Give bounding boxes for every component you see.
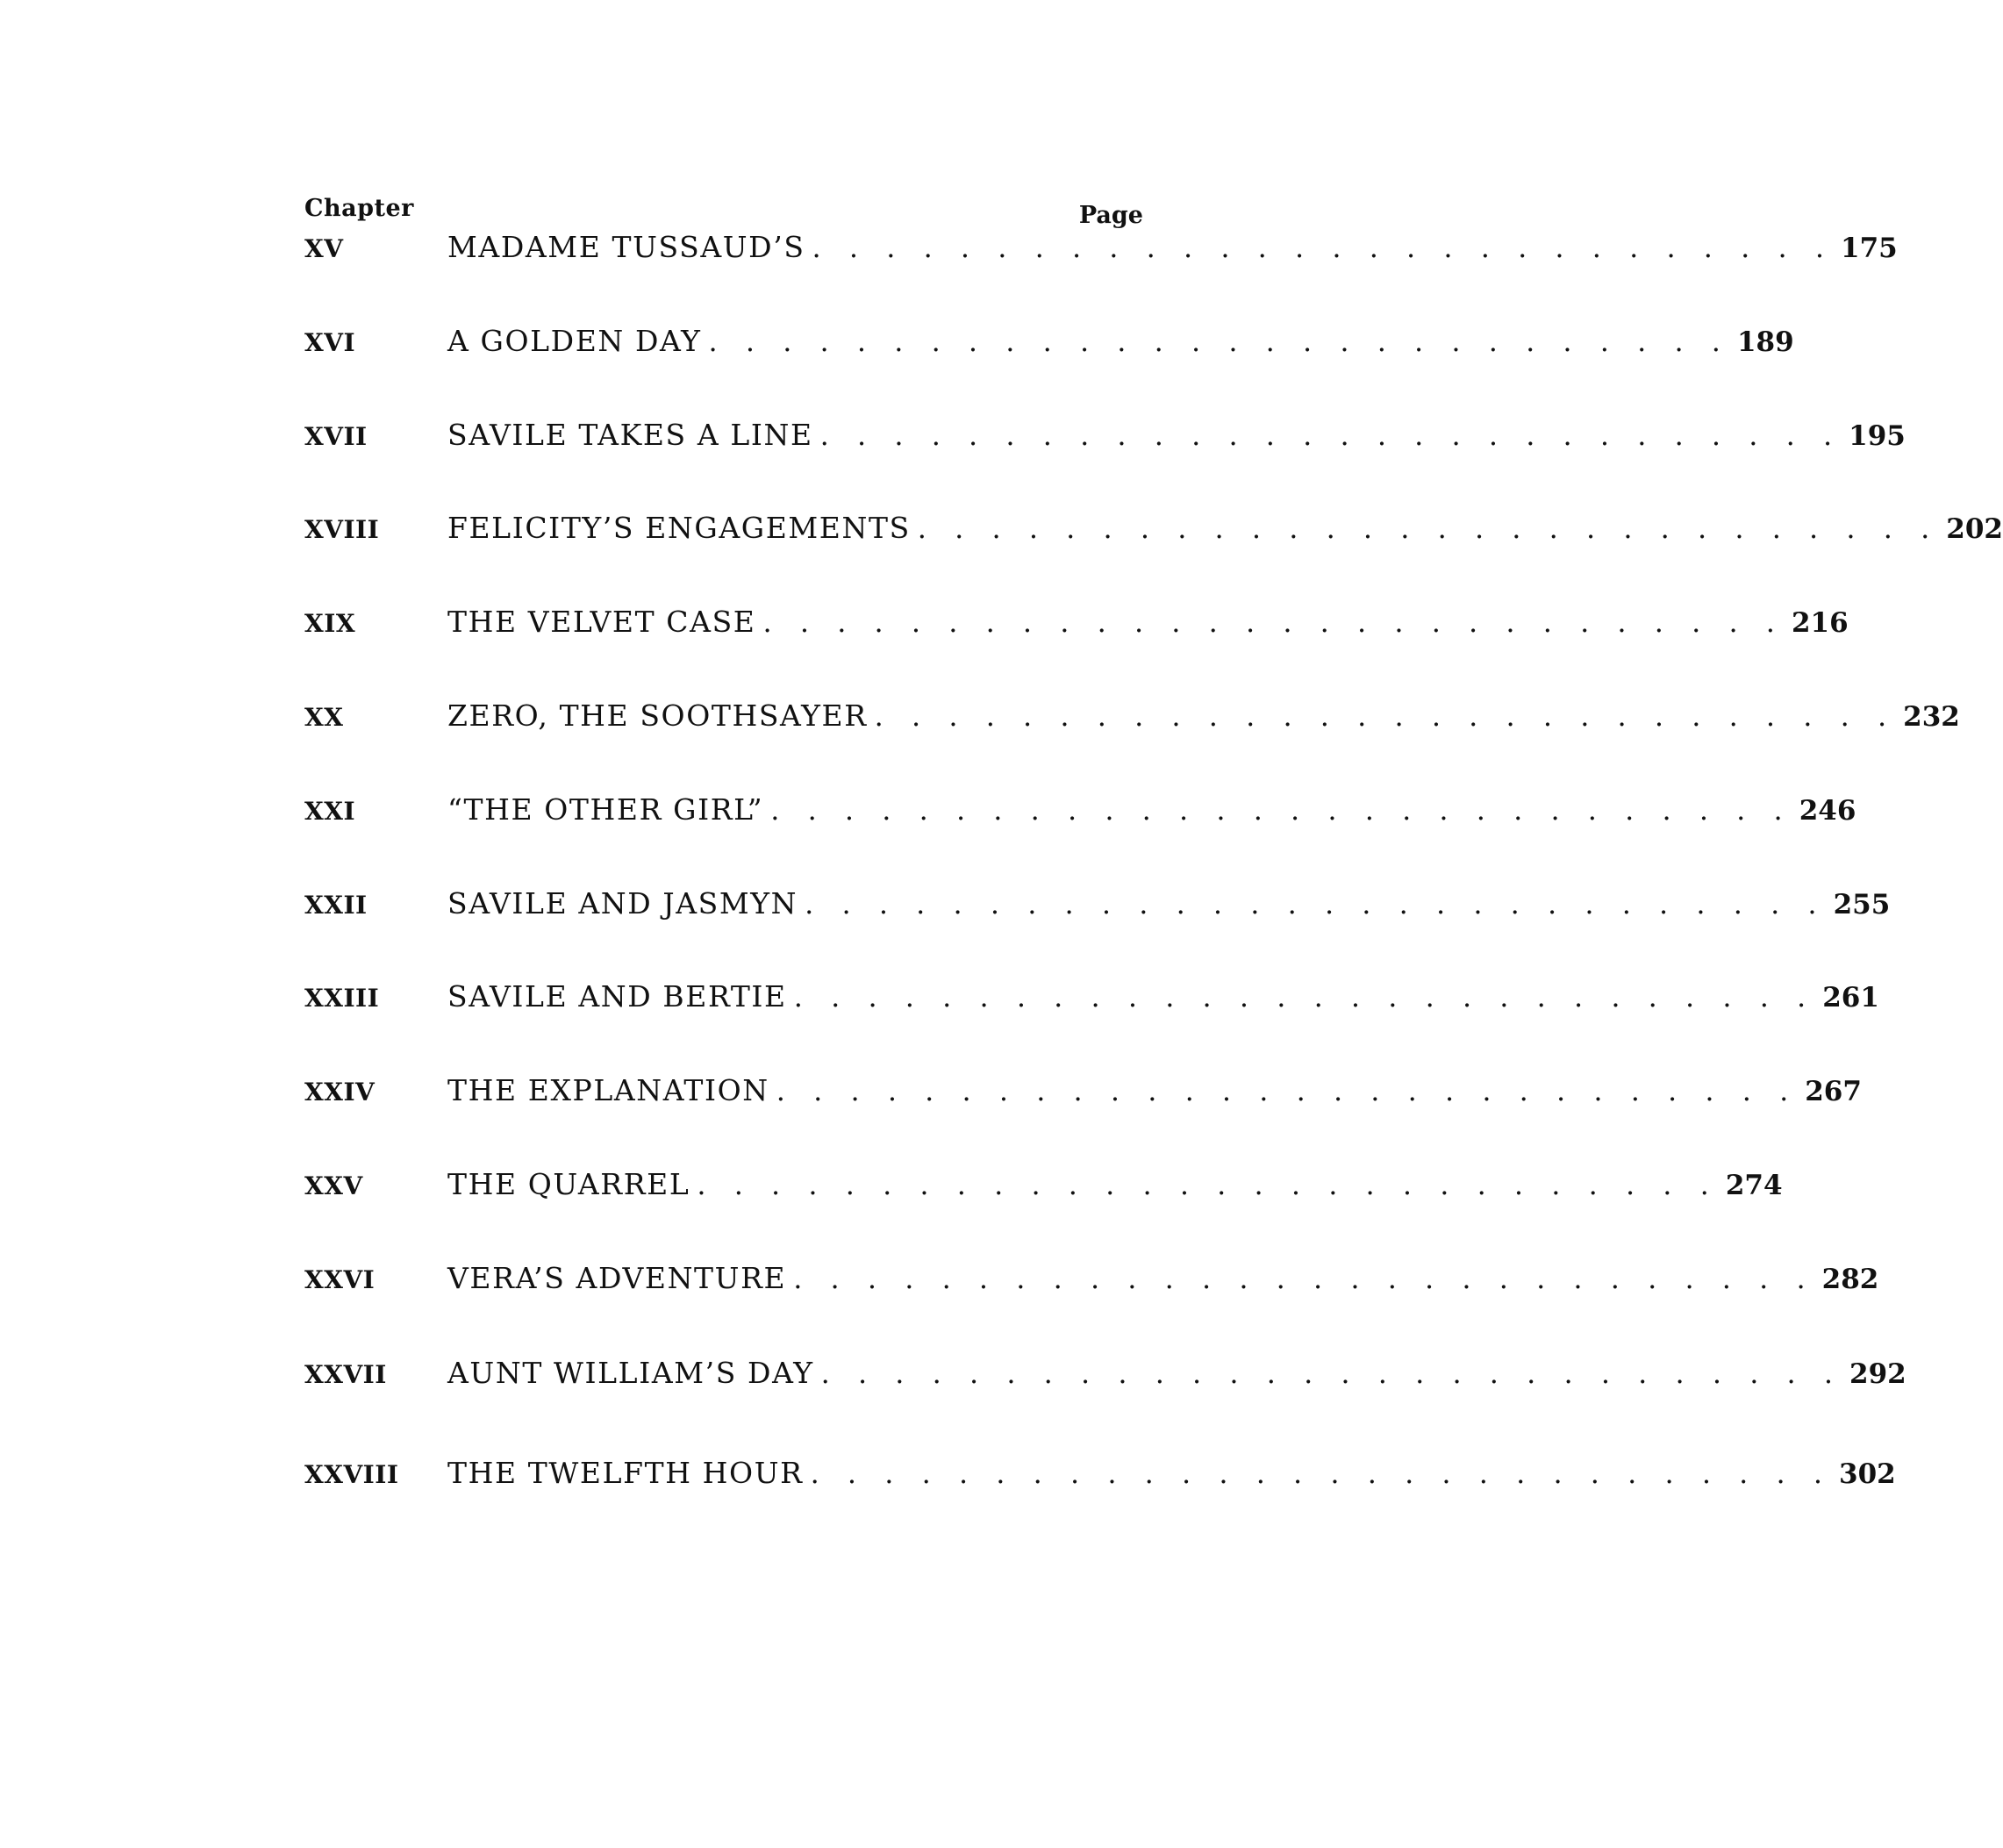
dot-leader: . . . . . . . . . . . . . . . . . . . . . . . . . . . . [819, 419, 1842, 452]
dot-leader: . . . . . . . . . . . . . . . . . . . . . . . . . . . . [697, 1168, 1719, 1201]
toc-entry [304, 605, 1849, 648]
page-number: 195 [1849, 420, 1906, 452]
toc-entry [304, 230, 1898, 274]
toc-entry [304, 1456, 1896, 1500]
chapter-number: XXI [304, 797, 356, 826]
chapter-number: XVI [304, 328, 356, 357]
toc-entry [304, 1261, 1879, 1305]
toc-entry [304, 418, 1906, 462]
chapter-number: XXIII [304, 984, 380, 1013]
dot-leader: . . . . . . . . . . . . . . . . . . . . . . . . . . . . [805, 887, 1827, 920]
toc-entry [304, 1167, 1783, 1211]
chapter-title: AUNT WILLIAM’S DAY [447, 1356, 814, 1390]
page-column-heading: Page [1078, 202, 1143, 229]
page-number: 189 [1736, 326, 1794, 358]
chapter-number: XXIV [304, 1078, 376, 1107]
chapter-number: XXV [304, 1171, 363, 1200]
page-number: 302 [1839, 1458, 1896, 1490]
chapter-title: “THE OTHER GIRL” [447, 792, 764, 827]
dot-leader: . . . . . . . . . . . . . . . . . . . . . . . . . . . . [820, 1357, 1843, 1390]
toc-entry [304, 324, 1794, 368]
page-number: 282 [1821, 1264, 1879, 1295]
page-number: 202 [1946, 513, 2003, 545]
toc-entry [304, 886, 1891, 930]
page-number: 267 [1805, 1076, 1862, 1107]
chapter-number: XXVIII [304, 1460, 399, 1489]
chapter-number: XXVI [304, 1265, 376, 1294]
chapter-title: THE EXPLANATION [447, 1073, 769, 1107]
chapter-number: XVII [304, 422, 368, 451]
page-number: 255 [1833, 889, 1891, 920]
chapter-title: FELICITY’S ENGAGEMENTS [447, 511, 911, 545]
page-number: 175 [1841, 233, 1898, 264]
page-number: 216 [1791, 607, 1849, 639]
dot-leader: . . . . . . . . . . . . . . . . . . . . . . . . . . . . [917, 512, 1940, 545]
chapter-title: THE QUARREL [447, 1167, 690, 1201]
chapter-number: XIX [304, 609, 356, 638]
chapter-number: XVIII [304, 515, 380, 544]
dot-leader: . . . . . . . . . . . . . . . . . . . . . . . . . . . . [810, 1457, 1833, 1490]
chapter-number: XV [304, 234, 344, 263]
chapter-title: SAVILE TAKES A LINE [447, 418, 813, 452]
dot-leader: . . . . . . . . . . . . . . . . . . . . . . . . . . . . [762, 605, 1785, 639]
dot-leader: . . . . . . . . . . . . . . . . . . . . . . . . . . . . [793, 1262, 1815, 1295]
toc-entry [304, 1356, 1906, 1400]
chapter-title: A GOLDEN DAY [447, 324, 702, 358]
dot-leader: . . . . . . . . . . . . . . . . . . . . . . . . . . . . [793, 980, 1816, 1014]
dot-leader: . . . . . . . . . . . . . . . . . . . . . . . . . . . . [708, 325, 1730, 358]
chapter-title: ZERO, THE SOOTHSAYER [447, 698, 868, 733]
chapter-number: XXVII [304, 1360, 387, 1389]
toc-entry [304, 979, 1879, 1023]
chapter-column-heading: Chapter [304, 195, 414, 222]
chapter-number: XX [304, 703, 344, 732]
dot-leader: . . . . . . . . . . . . . . . . . . . . . . . . . . . . [776, 1074, 1799, 1107]
toc-entry [304, 1073, 1862, 1117]
page-number: 261 [1822, 982, 1879, 1014]
dot-leader: . . . . . . . . . . . . . . . . . . . . . . . . . . . . [812, 231, 1834, 264]
chapter-title: SAVILE AND JASMYN [447, 886, 798, 920]
chapter-title: SAVILE AND BERTIE [447, 979, 787, 1014]
page-number: 292 [1849, 1358, 1906, 1390]
chapter-number: XXII [304, 891, 368, 920]
page-number: 232 [1903, 701, 1960, 733]
toc-entry [304, 698, 1960, 742]
chapter-title: THE VELVET CASE [447, 605, 756, 639]
page-number: 246 [1799, 795, 1856, 827]
dot-leader: . . . . . . . . . . . . . . . . . . . . . . . . . . . . [770, 793, 1792, 827]
toc-entry [304, 511, 2003, 555]
chapter-title: VERA’S ADVENTURE [447, 1261, 787, 1295]
page-number: 274 [1725, 1170, 1783, 1201]
chapter-title: THE TWELFTH HOUR [447, 1456, 804, 1490]
chapter-title: MADAME TUSSAUD’S [447, 230, 805, 264]
dot-leader: . . . . . . . . . . . . . . . . . . . . . . . . . . . . [874, 699, 1897, 733]
toc-entry [304, 792, 1856, 836]
